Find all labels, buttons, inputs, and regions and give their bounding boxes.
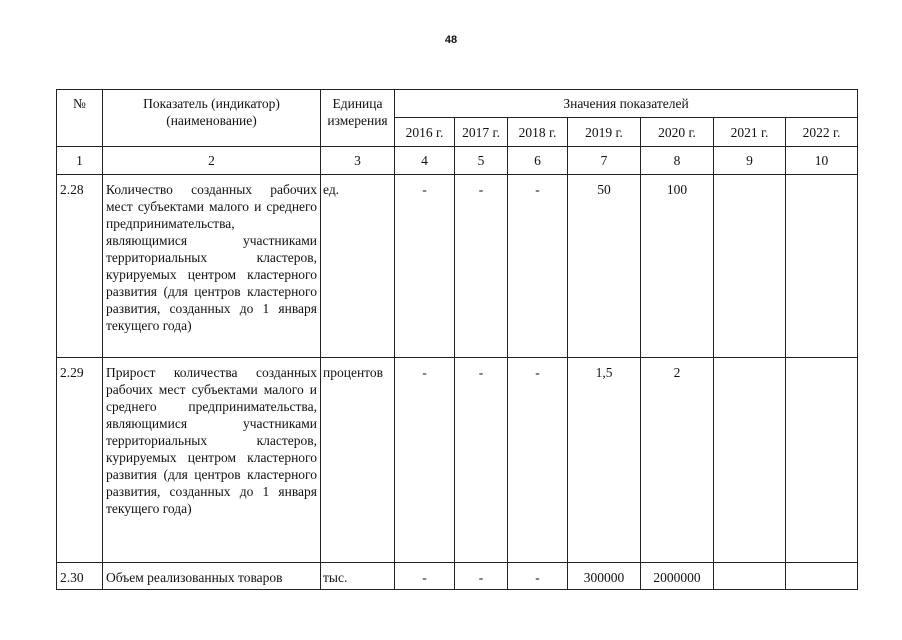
value-cell: 300000 (568, 563, 641, 590)
header-year: 2016 г. (395, 118, 455, 147)
value-cell: 1,5 (568, 358, 641, 563)
value-cell: - (455, 563, 508, 590)
row-number: 2.29 (57, 358, 103, 563)
indicators-table (56, 89, 858, 590)
indicator-name: Объем реализованных товаров (103, 563, 321, 590)
column-number: 1 (57, 147, 103, 175)
header-values-group: Значения показателей (395, 90, 858, 118)
column-number: 7 (568, 147, 641, 175)
header-year: 2022 г. (786, 118, 858, 147)
row-number: 2.30 (57, 563, 103, 590)
column-number-row (57, 147, 858, 175)
value-cell: - (395, 175, 455, 358)
value-cell: - (455, 175, 508, 358)
column-number: 3 (321, 147, 395, 175)
header-unit-label: Единица измерения (327, 96, 388, 128)
header-indicator (103, 90, 321, 147)
value-cell: - (455, 358, 508, 563)
header-year: 2020 г. (641, 118, 714, 147)
value-cell (714, 358, 786, 563)
value-cell (714, 175, 786, 358)
table-row (57, 175, 858, 358)
value-cell: 50 (568, 175, 641, 358)
header-year: 2018 г. (508, 118, 568, 147)
header-num: № (57, 90, 103, 147)
value-cell (786, 175, 858, 358)
table-row (57, 358, 858, 563)
row-number: 2.28 (57, 175, 103, 358)
value-cell (786, 358, 858, 563)
header-unit (321, 90, 395, 147)
indicator-name: Количество созданных рабочих мест субъектами малого и среднего предпринимательства, являющимися участниками территориальных кластеров, курируемых центром кластерного развития (для центров кластерного развития, созданных до 1 января текущего года) (103, 175, 321, 358)
unit-value: ед. (321, 175, 395, 358)
value-cell: 2 (641, 358, 714, 563)
unit-value: процентов (321, 358, 395, 563)
column-number: 5 (455, 147, 508, 175)
header-year: 2019 г. (568, 118, 641, 147)
value-cell (786, 563, 858, 590)
column-number: 10 (786, 147, 858, 175)
value-cell: - (508, 563, 568, 590)
header-year: 2021 г. (714, 118, 786, 147)
header-row (57, 90, 858, 118)
column-number: 6 (508, 147, 568, 175)
table-row (57, 563, 858, 590)
header-indicator-label: Показатель (индикатор) (наименование) (143, 96, 280, 128)
column-number: 4 (395, 147, 455, 175)
value-cell: - (395, 358, 455, 563)
indicator-name: Прирост количества созданных рабочих мест субъектами малого и среднего предпринимательства, являющимися участниками территориальных кластеров, курируемых центром кластерного развития (для центров кластерного развития, созданных до 1 января текущего года) (103, 358, 321, 563)
column-number: 8 (641, 147, 714, 175)
value-cell: - (508, 358, 568, 563)
value-cell: - (508, 175, 568, 358)
unit-value: тыс. (321, 563, 395, 590)
value-cell: - (395, 563, 455, 590)
value-cell: 2000000 (641, 563, 714, 590)
value-cell: 100 (641, 175, 714, 358)
header-year: 2017 г. (455, 118, 508, 147)
page-number: 48 (444, 34, 458, 46)
column-number: 9 (714, 147, 786, 175)
value-cell (714, 563, 786, 590)
column-number: 2 (103, 147, 321, 175)
